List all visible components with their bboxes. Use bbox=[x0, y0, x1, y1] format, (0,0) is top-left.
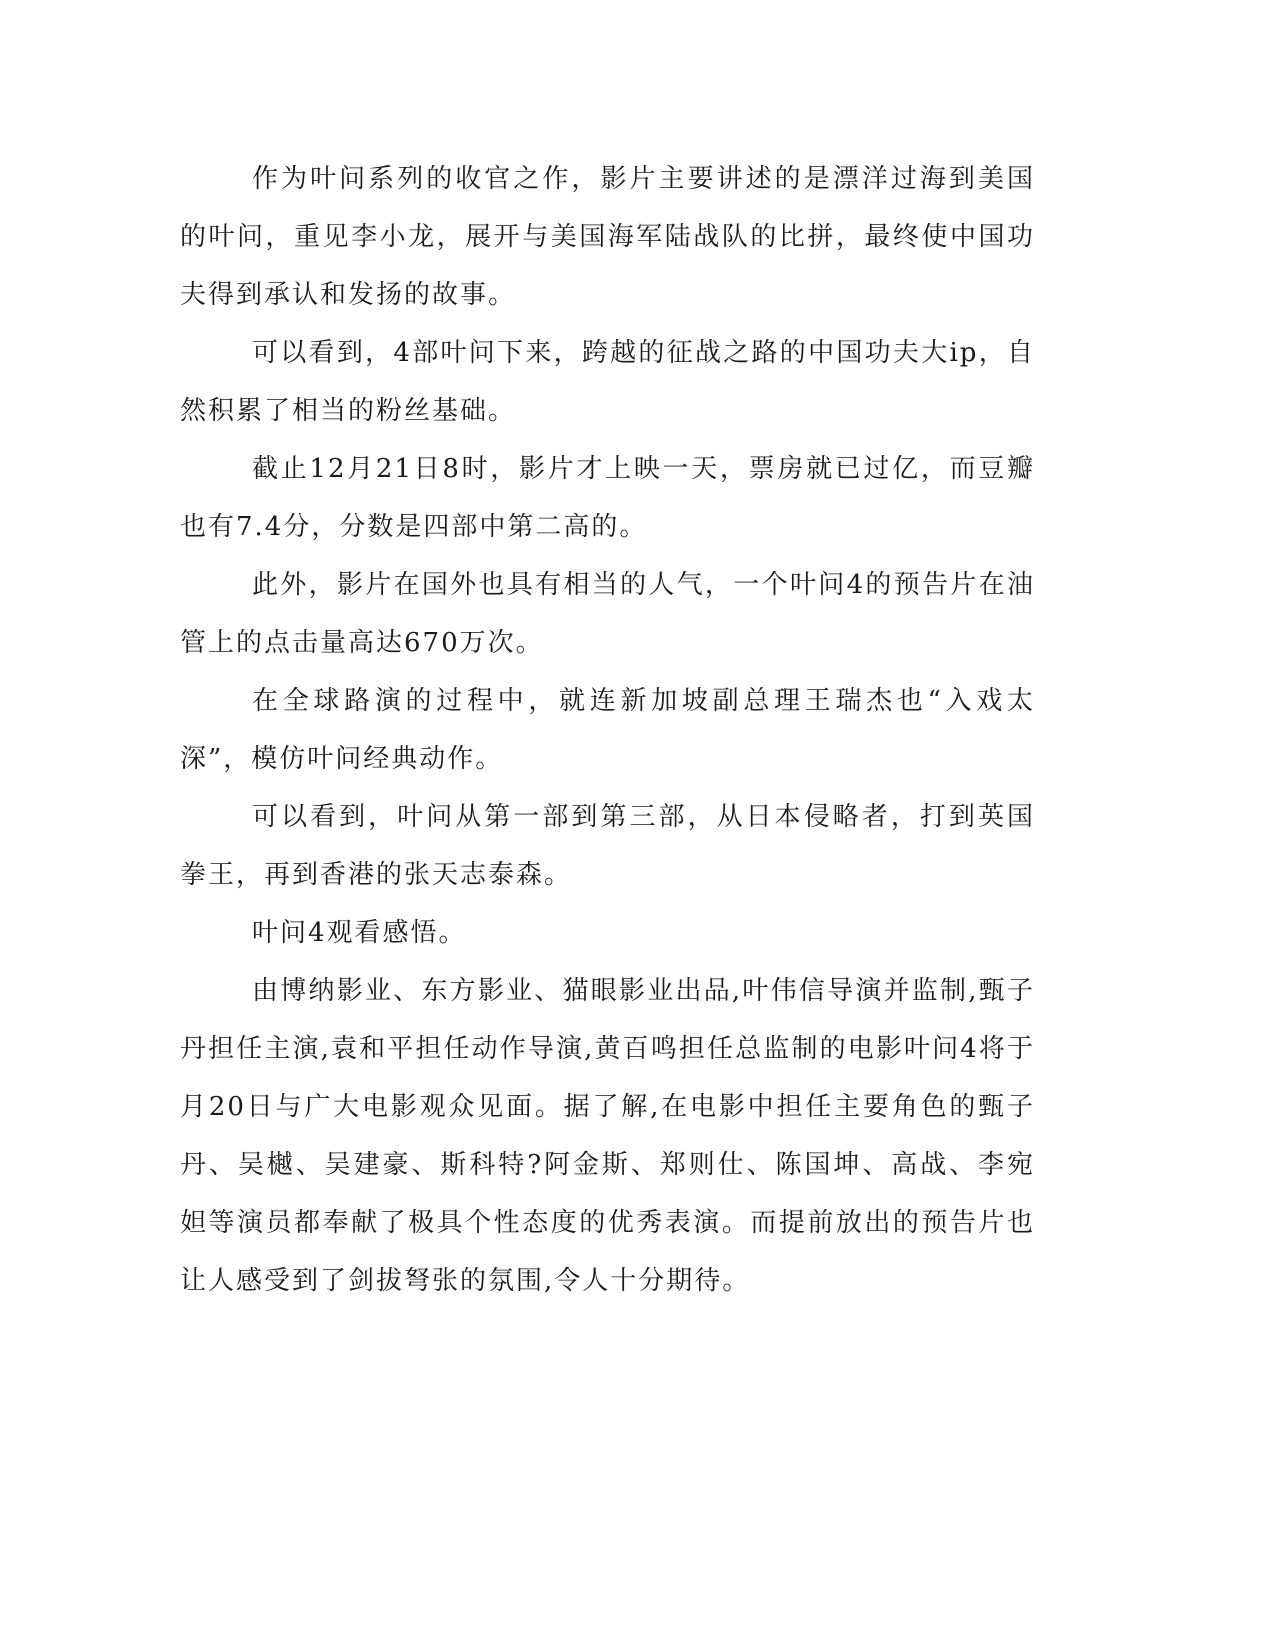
paragraph: 由博纳影业、东方影业、猫眼影业出品,叶伟信导演并监制,甄子丹担任主演,袁和平担任动作导演,黄百鸣担任总监制的电影叶问4将于月20日与广大电影观众见面。据了解,在电影中担任主要角色的甄子丹、吴樾、吴建豪、斯科特?阿金斯、郑则仕、陈国坤、高战、李宛妲等演员都奉献了极具个性态度的优秀表演。而提前放出的预告片也让人感受到了剑拔弩张的氛围,令人十分期待。 bbox=[180, 976, 1035, 1296]
paragraph: 可以看到，4部叶问下来，跨越的征战之路的中国功夫大ip，自然积累了相当的粉丝基础。 bbox=[180, 338, 1035, 426]
paragraph: 叶问4观看感悟。 bbox=[252, 918, 467, 948]
paragraph: 作为叶问系列的收官之作，影片主要讲述的是漂洋过海到美国的叶问，重见李小龙，展开与美国海军陆战队的比拼，最终使中国功夫得到承认和发扬的故事。 bbox=[180, 164, 1035, 310]
document-body bbox=[180, 150, 1035, 1310]
paragraph: 此外，影片在国外也具有相当的人气，一个叶问4的预告片在油管上的点击量高达670万次。 bbox=[180, 570, 1035, 658]
paragraph: 在全球路演的过程中，就连新加坡副总理王瑞杰也“入戏太深”，模仿叶问经典动作。 bbox=[180, 686, 1035, 774]
paragraph: 可以看到，叶问从第一部到第三部，从日本侵略者，打到英国拳王，再到香港的张天志泰森。 bbox=[180, 802, 1035, 890]
paragraph: 截止12月21日8时，影片才上映一天，票房就已过亿，而豆瓣也有7.4分，分数是四部中第二高的。 bbox=[180, 454, 1035, 542]
